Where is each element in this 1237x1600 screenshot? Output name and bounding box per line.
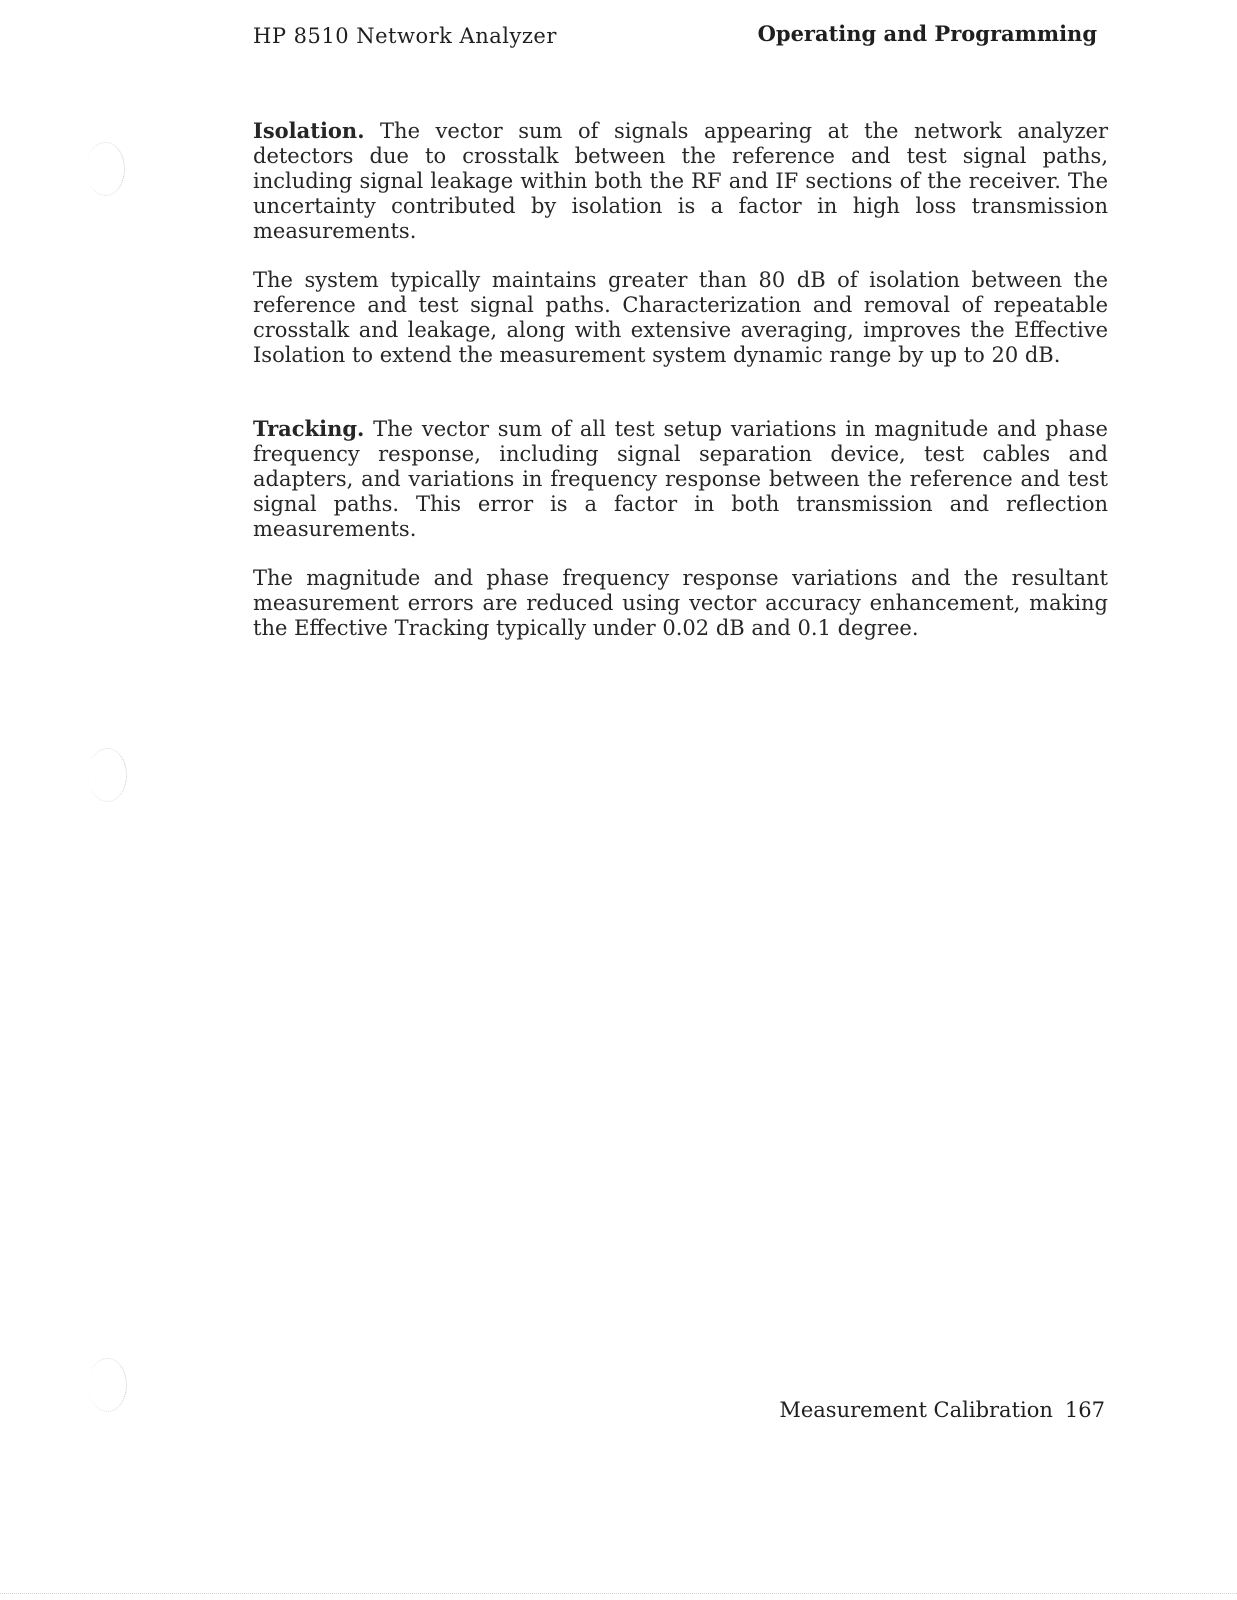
binder-hole	[88, 1358, 127, 1412]
tracking-detail: The magnitude and phase frequency response variations and the resultant measurement errors are reduced using vector accuracy enhancement, making the Effective Tracking typically under 0.02 dB and 0.1 degree.	[253, 566, 1108, 640]
isolation-term: Isolation.	[253, 118, 365, 143]
tracking-term: Tracking.	[253, 416, 365, 441]
binder-hole	[86, 142, 125, 196]
scan-edge-divider	[0, 1593, 1237, 1594]
header-manual-title: HP 8510 Network Analyzer	[253, 24, 557, 48]
tracking-definition	[253, 416, 1108, 542]
isolation-definition	[253, 118, 1108, 244]
binder-hole	[88, 748, 127, 802]
tracking-definition-text: The vector sum of all test setup variations in magnitude and phase frequency response, including signal separation device, test cables and adapters, and variations in frequency response between the reference and test signal paths. This error is a factor in both transmission and reflection measurements.	[253, 417, 1108, 541]
page-number: 167	[1064, 1398, 1105, 1422]
body-content	[253, 118, 1108, 641]
isolation-detail: The system typically maintains greater than 80 dB of isolation between the reference and test signal paths. Characterization and removal of repeatable crosstalk and leakage, along with extensive averaging, improves the Effective Isolation to extend the measurement system dynamic range by up to 20 dB.	[253, 268, 1108, 367]
header-chapter-title: Operating and Programming	[757, 21, 1097, 46]
isolation-definition-text: The vector sum of signals appearing at the network analyzer detectors due to crosstalk between the reference and test signal paths, including signal leakage within both the RF and IF sections of the receiver. The uncertainty contributed by isolation is a factor in high loss transmission measurements.	[253, 119, 1108, 243]
page-footer	[779, 1398, 1105, 1422]
footer-section-title: Measurement Calibration	[779, 1398, 1053, 1422]
